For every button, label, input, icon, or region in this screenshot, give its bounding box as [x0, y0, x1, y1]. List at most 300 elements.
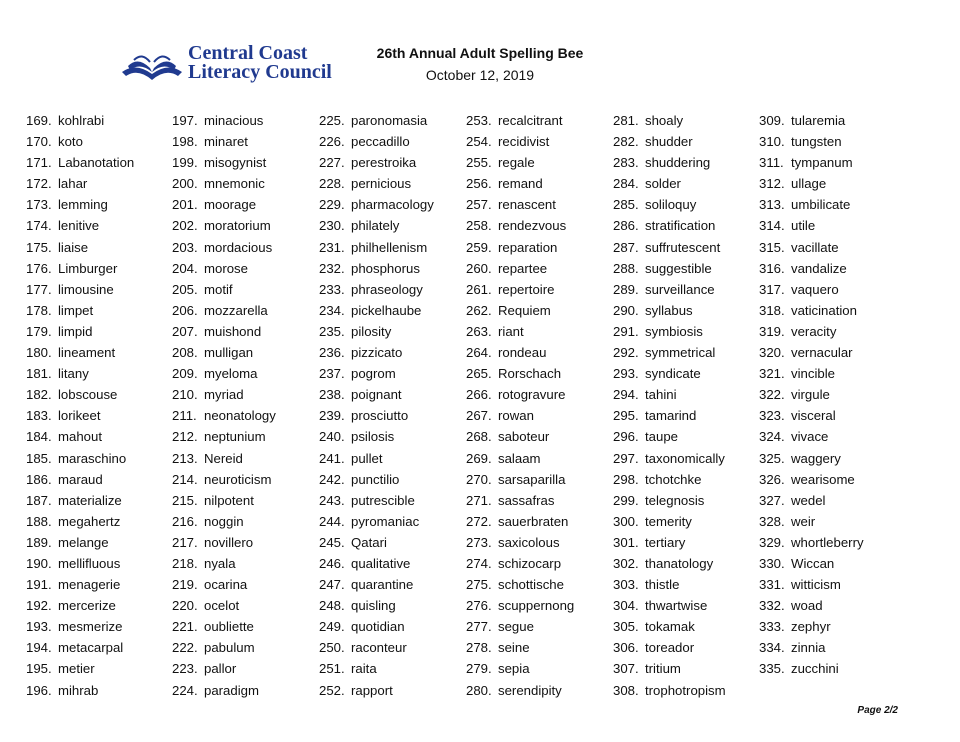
list-item	[26, 342, 134, 363]
word-number: 193.	[26, 619, 52, 635]
word-column	[319, 110, 434, 701]
word-text: philhellenism	[351, 239, 428, 255]
list-item	[319, 173, 434, 194]
word-number: 223.	[172, 661, 198, 677]
list-item	[172, 595, 276, 616]
word-text: poignant	[351, 387, 402, 403]
word-text: tritium	[645, 661, 681, 677]
word-number: 185.	[26, 450, 52, 466]
list-item	[26, 469, 134, 490]
word-text: Requiem	[498, 302, 551, 318]
word-list	[26, 110, 906, 700]
list-item	[172, 553, 276, 574]
word-number: 169.	[26, 113, 52, 128]
list-item	[466, 110, 574, 131]
list-item	[319, 490, 434, 511]
list-item	[759, 131, 864, 152]
word-text: moorage	[204, 197, 257, 213]
list-item	[466, 237, 574, 258]
word-text: noggin	[204, 513, 244, 529]
word-number: 307.	[613, 661, 639, 677]
list-item	[613, 405, 726, 426]
word-text: quisling	[351, 598, 396, 614]
word-number: 329.	[759, 534, 785, 550]
word-text: mesmerize	[58, 619, 123, 635]
word-text: vaquero	[791, 281, 839, 297]
word-number: 238.	[319, 387, 345, 403]
word-number: 306.	[613, 640, 639, 656]
list-item	[319, 469, 434, 490]
list-item	[466, 300, 574, 321]
word-number: 256.	[466, 176, 492, 192]
word-number: 285.	[613, 197, 639, 213]
word-number: 272.	[466, 513, 492, 529]
word-text: lorikeet	[58, 408, 101, 424]
word-text: rondeau	[498, 345, 547, 361]
list-item	[466, 553, 574, 574]
word-text: melange	[58, 534, 109, 550]
word-text: serendipity	[498, 682, 562, 698]
word-number: 279.	[466, 661, 492, 677]
list-item	[759, 110, 864, 131]
word-number: 270.	[466, 471, 492, 487]
word-text: Rorschach	[498, 366, 562, 382]
word-number: 220.	[172, 598, 198, 614]
list-item	[759, 215, 864, 236]
word-text: taxonomically	[645, 450, 725, 466]
word-number: 286.	[613, 218, 639, 234]
word-text: pickelhaube	[351, 302, 422, 318]
word-number: 268.	[466, 429, 492, 445]
word-text: peccadillo	[351, 134, 410, 150]
word-text: limousine	[58, 281, 114, 297]
word-number: 233.	[319, 281, 345, 297]
list-item	[172, 215, 276, 236]
list-item	[172, 490, 276, 511]
list-item	[319, 152, 434, 173]
word-number: 261.	[466, 281, 492, 297]
word-text: vaticination	[791, 302, 857, 318]
word-text: visceral	[791, 408, 836, 424]
word-number: 230.	[319, 218, 345, 234]
word-text: tertiary	[645, 534, 686, 550]
word-number: 291.	[613, 323, 639, 339]
word-number: 322.	[759, 387, 785, 403]
list-item	[759, 511, 864, 532]
word-text: psilosis	[351, 429, 395, 445]
word-number: 182.	[26, 387, 52, 403]
list-item	[613, 215, 726, 236]
word-number: 294.	[613, 387, 639, 403]
list-item	[613, 363, 726, 384]
word-text: salaam	[498, 450, 541, 466]
word-text: symmetrical	[645, 345, 716, 361]
word-text: pabulum	[204, 640, 255, 656]
word-number: 334.	[759, 640, 785, 656]
word-number: 330.	[759, 555, 785, 571]
word-text: misogynist	[204, 155, 267, 171]
word-number: 171.	[26, 155, 52, 171]
word-text: mordacious	[204, 239, 273, 255]
word-text: whortleberry	[791, 534, 864, 550]
word-number: 236.	[319, 345, 345, 361]
word-text: tularemia	[791, 113, 846, 128]
word-number: 297.	[613, 450, 639, 466]
word-text: neuroticism	[204, 471, 272, 487]
word-number: 194.	[26, 640, 52, 656]
word-number: 187.	[26, 492, 52, 508]
word-number: 313.	[759, 197, 785, 213]
word-text: myeloma	[204, 366, 258, 382]
word-number: 240.	[319, 429, 345, 445]
word-number: 209.	[172, 366, 198, 382]
list-item	[466, 658, 574, 679]
list-item	[319, 680, 434, 701]
list-item	[466, 490, 574, 511]
word-text: toreador	[645, 640, 695, 656]
word-text: rapport	[351, 682, 393, 698]
list-item	[26, 426, 134, 447]
word-number: 335.	[759, 661, 785, 677]
word-number: 229.	[319, 197, 345, 213]
word-text: pullet	[351, 450, 383, 466]
word-text: pizzicato	[351, 345, 403, 361]
word-number: 259.	[466, 239, 492, 255]
word-text: weir	[791, 513, 816, 529]
word-text: mozzarella	[204, 302, 268, 318]
word-number: 225.	[319, 113, 345, 128]
word-number: 319.	[759, 323, 785, 339]
list-item	[172, 131, 276, 152]
word-text: soliloquy	[645, 197, 697, 213]
word-number: 296.	[613, 429, 639, 445]
word-text: motif	[204, 281, 233, 297]
word-text: paradigm	[204, 682, 259, 698]
word-text: philately	[351, 218, 400, 234]
word-text: pilosity	[351, 323, 392, 339]
word-number: 302.	[613, 555, 639, 571]
word-number: 250.	[319, 640, 345, 656]
list-item	[319, 595, 434, 616]
word-number: 234.	[319, 302, 345, 318]
word-number: 180.	[26, 345, 52, 361]
word-number: 280.	[466, 682, 492, 698]
word-text: lenitive	[58, 218, 100, 234]
word-number: 324.	[759, 429, 785, 445]
word-text: seine	[498, 640, 530, 656]
word-text: quarantine	[351, 577, 414, 593]
word-text: qualitative	[351, 555, 411, 571]
word-number: 217.	[172, 534, 198, 550]
document-date: October 12, 2019	[425, 67, 535, 83]
word-text: schizocarp	[498, 555, 562, 571]
list-item	[172, 173, 276, 194]
list-item	[319, 553, 434, 574]
list-item	[172, 574, 276, 595]
list-item	[172, 237, 276, 258]
document-header	[350, 44, 610, 84]
word-text: syndicate	[645, 366, 701, 382]
word-text: perestroika	[351, 155, 417, 171]
word-text: scuppernong	[498, 598, 575, 614]
list-item	[759, 637, 864, 658]
word-number: 183.	[26, 408, 52, 424]
word-number: 197.	[172, 113, 198, 128]
word-text: nilpotent	[204, 492, 254, 508]
list-item	[466, 131, 574, 152]
list-item	[26, 574, 134, 595]
list-item	[319, 384, 434, 405]
word-number: 177.	[26, 281, 52, 297]
word-text: solder	[645, 176, 681, 192]
word-number: 300.	[613, 513, 639, 529]
word-number: 219.	[172, 577, 198, 593]
list-item	[26, 110, 134, 131]
word-text: symbiosis	[645, 323, 703, 339]
list-item	[613, 321, 726, 342]
word-text: Nereid	[204, 450, 243, 466]
list-item	[172, 194, 276, 215]
word-text: minacious	[204, 113, 264, 128]
word-number: 176.	[26, 260, 52, 276]
word-text: thistle	[645, 577, 680, 593]
list-item	[759, 237, 864, 258]
word-text: shoaly	[645, 113, 684, 128]
list-item	[26, 490, 134, 511]
word-number: 310.	[759, 134, 785, 150]
word-text: materialize	[58, 492, 122, 508]
list-item	[466, 342, 574, 363]
word-text: Qatari	[351, 534, 387, 550]
word-text: recalcitrant	[498, 113, 563, 128]
word-number: 267.	[466, 408, 492, 424]
word-number: 235.	[319, 323, 345, 339]
word-text: pernicious	[351, 176, 412, 192]
word-number: 246.	[319, 555, 345, 571]
list-item	[613, 448, 726, 469]
list-item	[172, 110, 276, 131]
word-text: reparation	[498, 239, 558, 255]
list-item	[613, 658, 726, 679]
word-text: sauerbraten	[498, 513, 569, 529]
word-number: 218.	[172, 555, 198, 571]
list-item	[172, 469, 276, 490]
word-number: 214.	[172, 471, 198, 487]
list-item	[319, 637, 434, 658]
word-text: sarsaparilla	[498, 471, 566, 487]
list-item	[613, 574, 726, 595]
word-number: 278.	[466, 640, 492, 656]
word-text: shudder	[645, 134, 693, 150]
word-number: 320.	[759, 345, 785, 361]
organization-name	[188, 44, 332, 82]
word-column	[26, 110, 134, 701]
word-number: 196.	[26, 682, 52, 698]
word-text: thanatology	[645, 555, 714, 571]
list-item	[26, 194, 134, 215]
word-text: regale	[498, 155, 535, 171]
word-text: wedel	[791, 492, 826, 508]
list-item	[26, 173, 134, 194]
list-item	[466, 258, 574, 279]
word-text: tungsten	[791, 134, 842, 150]
word-text: umbilicate	[791, 197, 851, 213]
word-text: pharmacology	[351, 197, 434, 213]
word-text: suffrutescent	[645, 239, 721, 255]
list-item	[26, 448, 134, 469]
word-text: utile	[791, 218, 816, 234]
word-text: mellifluous	[58, 555, 121, 571]
word-number: 304.	[613, 598, 639, 614]
list-item	[319, 532, 434, 553]
word-number: 202.	[172, 218, 198, 234]
word-number: 289.	[613, 281, 639, 297]
word-text: Limburger	[58, 260, 118, 276]
list-item	[613, 258, 726, 279]
word-number: 287.	[613, 239, 639, 255]
word-text: Labanotation	[58, 155, 135, 171]
word-number: 237.	[319, 366, 345, 382]
word-column	[613, 110, 726, 701]
list-item	[319, 321, 434, 342]
word-number: 277.	[466, 619, 492, 635]
word-text: neonatology	[204, 408, 276, 424]
list-item	[26, 511, 134, 532]
word-number: 247.	[319, 577, 345, 593]
word-number: 276.	[466, 598, 492, 614]
word-number: 288.	[613, 260, 639, 276]
word-text: witticism	[791, 577, 841, 593]
word-number: 316.	[759, 260, 785, 276]
list-item	[172, 363, 276, 384]
word-text: quotidian	[351, 619, 405, 635]
list-item	[26, 237, 134, 258]
list-item	[466, 363, 574, 384]
list-item	[319, 258, 434, 279]
word-number: 249.	[319, 619, 345, 635]
page-number: Page 2/2	[857, 705, 898, 716]
word-text: tympanum	[791, 155, 853, 171]
list-item	[172, 616, 276, 637]
list-item	[26, 553, 134, 574]
word-text: waggery	[791, 450, 841, 466]
word-text: vivace	[791, 429, 829, 445]
list-item	[466, 384, 574, 405]
list-item	[319, 511, 434, 532]
word-number: 227.	[319, 155, 345, 171]
list-item	[466, 321, 574, 342]
word-text: riant	[498, 323, 524, 339]
word-text: sepia	[498, 661, 530, 677]
word-number: 191.	[26, 577, 52, 593]
list-item	[466, 405, 574, 426]
list-item	[172, 300, 276, 321]
list-item	[613, 469, 726, 490]
word-number: 248.	[319, 598, 345, 614]
word-text: woad	[791, 598, 823, 614]
word-text: suggestible	[645, 260, 712, 276]
word-text: vernacular	[791, 345, 853, 361]
word-text: mnemonic	[204, 176, 265, 192]
word-number: 195.	[26, 661, 52, 677]
open-book-icon	[120, 48, 184, 84]
word-number: 175.	[26, 239, 52, 255]
word-number: 245.	[319, 534, 345, 550]
list-item	[172, 680, 276, 701]
word-number: 262.	[466, 302, 492, 318]
word-number: 213.	[172, 450, 198, 466]
word-text: tahini	[645, 387, 677, 403]
word-text: minaret	[204, 134, 248, 150]
word-text: saxicolous	[498, 534, 560, 550]
list-item	[466, 152, 574, 173]
word-number: 244.	[319, 513, 345, 529]
word-number: 215.	[172, 492, 198, 508]
word-text: wearisome	[791, 471, 855, 487]
word-text: vincible	[791, 366, 835, 382]
list-item	[466, 680, 574, 701]
word-number: 273.	[466, 534, 492, 550]
document-title: 26th Annual Adult Spelling Bee	[376, 45, 584, 61]
word-text: vandalize	[791, 260, 847, 276]
list-item	[26, 152, 134, 173]
word-number: 205.	[172, 281, 198, 297]
word-number: 241.	[319, 450, 345, 466]
list-item	[759, 279, 864, 300]
word-text: tokamak	[645, 619, 695, 635]
word-text: morose	[204, 260, 248, 276]
word-text: segue	[498, 619, 534, 635]
list-item	[319, 194, 434, 215]
word-number: 186.	[26, 471, 52, 487]
list-item	[466, 448, 574, 469]
list-item	[759, 342, 864, 363]
list-item	[172, 405, 276, 426]
word-text: moratorium	[204, 218, 271, 234]
word-number: 332.	[759, 598, 785, 614]
list-item	[613, 237, 726, 258]
word-number: 260.	[466, 260, 492, 276]
list-item	[172, 511, 276, 532]
list-item	[172, 279, 276, 300]
list-item	[759, 490, 864, 511]
logo	[120, 44, 340, 86]
word-number: 274.	[466, 555, 492, 571]
word-number: 326.	[759, 471, 785, 487]
word-number: 212.	[172, 429, 198, 445]
word-text: koto	[58, 134, 83, 150]
list-item	[319, 574, 434, 595]
list-item	[613, 637, 726, 658]
word-text: putrescible	[351, 492, 415, 508]
word-text: Wiccan	[791, 555, 835, 571]
list-item	[466, 616, 574, 637]
list-item	[613, 152, 726, 173]
word-text: tamarind	[645, 408, 697, 424]
list-item	[319, 448, 434, 469]
word-number: 200.	[172, 176, 198, 192]
word-number: 282.	[613, 134, 639, 150]
list-item	[319, 658, 434, 679]
list-item	[613, 532, 726, 553]
word-number: 170.	[26, 134, 52, 150]
word-number: 312.	[759, 176, 785, 192]
list-item	[319, 405, 434, 426]
word-text: veracity	[791, 323, 837, 339]
word-text: pyromaniac	[351, 513, 420, 529]
word-number: 253.	[466, 113, 492, 128]
word-number: 232.	[319, 260, 345, 276]
